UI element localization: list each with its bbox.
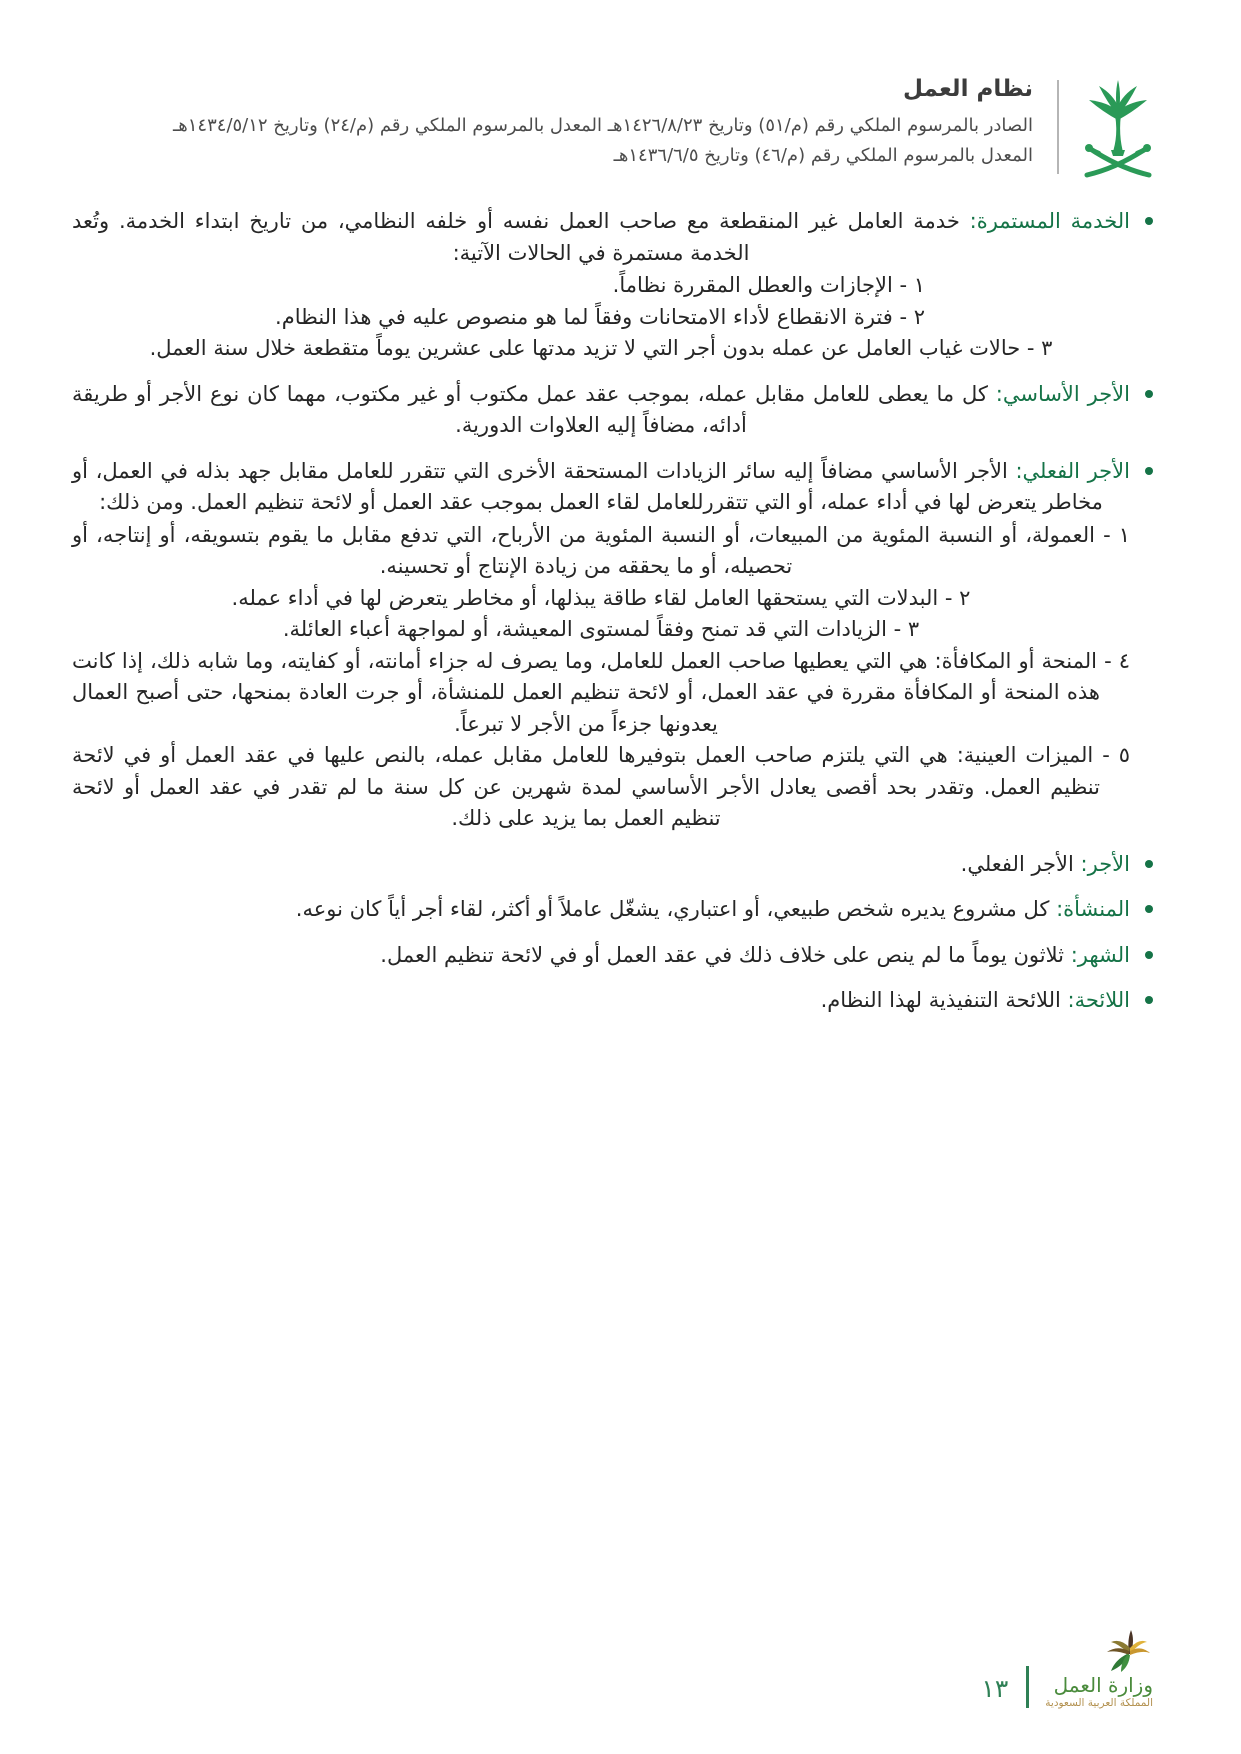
document-subtitle-line1: الصادر بالمرسوم الملكي رقم (م/٥١) وتاريخ ١٤٢٦/٨/٢٣هـ المعدل بالمرسوم الملكي رقم (م/٢٤) وتاريخ ١٤٣٤/٥/١٢هـ [173, 115, 1033, 136]
definition-basic-wage [72, 379, 1153, 442]
bullet-icon [1145, 951, 1153, 959]
definition-paragraph [72, 849, 1130, 881]
footer-block [981, 1628, 1153, 1710]
definition-paragraph [72, 379, 1130, 442]
definition-text: اللائحة التنفيذية لهذا النظام. [820, 988, 1061, 1012]
definition-term: الأجر: [1080, 851, 1130, 876]
definition-text: خدمة العامل غير المنقطعة مع صاحب العمل نفسه أو خلفه النظامي، من تاريخ ابتداء الخدمة. وتُعد الخدمة مستمرة في الحالات الآتية: [72, 209, 960, 265]
list-item: ١ - الإجازات والعطل المقررة نظاماً. [612, 273, 925, 297]
footer-divider-bar [1026, 1666, 1029, 1708]
definition-text: ثلاثون يوماً ما لم ينص على خلاف ذلك في عقد العمل أو في لائحة تنظيم العمل. [380, 942, 1064, 967]
definition-term: الأجر الفعلي: [1015, 458, 1130, 483]
bullet-icon [1145, 860, 1153, 868]
definition-actual-wage [72, 456, 1153, 835]
definition-sublist [72, 520, 1130, 835]
definition-term: الأجر الأساسي: [995, 381, 1130, 406]
header-divider [1057, 80, 1059, 174]
definition-regulations [72, 985, 1153, 1017]
header-text-block [60, 76, 1033, 171]
list-item: ٢ - البدلات التي يستحقها العامل لقاء طاقة يبذلها، أو مخاطر يتعرض لها في أداء عمله. [231, 585, 971, 610]
saudi-emblem-icon [1083, 78, 1153, 182]
list-item: ٢ - فترة الانقطاع لأداء الامتحانات وفقاً لما هو منصوص عليه في هذا النظام. [275, 304, 925, 329]
definition-text: كل مشروع يديره شخص طبيعي، أو اعتباري، يشغّل عاملاً أو أكثر، لقاء أجر أياً كان نوعه. [295, 897, 1050, 921]
definition-text: الأجر الفعلي. [960, 851, 1074, 876]
ministry-palm-icon [1103, 1628, 1151, 1672]
bullet-icon [1145, 390, 1153, 398]
page-footer [0, 1628, 1153, 1728]
ministry-country: المملكة العربية السعودية [1045, 1697, 1153, 1709]
page-number: ١٣ [981, 1674, 1009, 1703]
definition-paragraph [72, 206, 1130, 269]
list-item: ٥ - الميزات العينية: هي التي يلتزم صاحب العمل بتوفيرها للعامل مقابل عمله، بالنص عليها في عقد العمل أو في لائحة تنظيم العمل. وتقدر بحد أقصى يعادل الأجر الأساسي لمدة شهرين عن كل سنة ما لم تقدر في عقد العمل أو لائحة تنظيم العمل بما يزيد على ذلك. [72, 743, 1130, 830]
ministry-name: وزارة العمل [1053, 1673, 1153, 1697]
definition-term: الشهر: [1070, 942, 1130, 967]
document-subtitle-line2: المعدل بالمرسوم الملكي رقم (م/٤٦) وتاريخ ١٤٣٦/٦/٥هـ [613, 145, 1033, 166]
definition-paragraph [72, 456, 1130, 519]
definitions-list [72, 206, 1153, 1031]
definition-paragraph [72, 940, 1130, 972]
definition-text: الأجر الأساسي مضافاً إليه سائر الزيادات المستحقة الأخرى التي تتقرر للعامل مقابل جهد بذله في العمل، أو مخاطر يتعرض لها في أداء عمله، أو التي تتقررللعامل لقاء العمل بموجب عقد العمل أو لائحة تنظيم العمل. ومن ذلك: [72, 458, 1103, 514]
list-item: ١ - العمولة، أو النسبة المئوية من المبيعات، أو النسبة المئوية من الأرباح، التي تدفع مقابل ما يقوم بتسويقه، أو إنتاجه، أو تحصيله، أو ما يحققه من زيادة الإنتاج أو تحسينه. [72, 522, 1130, 578]
bullet-icon [1145, 996, 1153, 1004]
definition-term: المنشأة: [1056, 897, 1130, 921]
definition-wage [72, 849, 1153, 881]
list-item: ٣ - حالات غياب العامل عن عمله بدون أجر التي لا تزيد مدتها على عشرين يوماً متقطعة خلال سنة العمل. [149, 336, 1053, 360]
document-title: نظام العمل [903, 76, 1033, 102]
bullet-icon [1145, 217, 1153, 225]
list-item: ٤ - المنحة أو المكافأة: هي التي يعطيها صاحب العمل للعامل، وما يصرف له جزاء أمانته، أو كفايته، وما شابه ذلك، إذا كانت هذه المنحة أو المكافأة مقررة في عقد العمل، أو لائحة تنظيم العمل للمنشأة، أو جرت العادة بمنحها، حتى أصبح العمال يعدونها جزءاً من الأجر لا تبرعاً. [72, 648, 1130, 736]
definition-sublist [72, 270, 1130, 365]
ministry-logo [1045, 1628, 1153, 1710]
bullet-icon [1145, 467, 1153, 475]
definition-month [72, 940, 1153, 972]
definition-firm [72, 894, 1153, 926]
definition-paragraph [72, 894, 1130, 926]
definition-term: اللائحة: [1067, 988, 1130, 1012]
list-item: ٣ - الزيادات التي قد تمنح وفقاً لمستوى المعيشة، أو لمواجهة أعباء العائلة. [282, 617, 920, 641]
definition-text: كل ما يعطى للعامل مقابل عمله، بموجب عقد عمل مكتوب أو غير مكتوب، مهما كان نوع الأجر أو طريقة أدائه، مضافاً إليه العلاوات الدورية. [72, 381, 988, 437]
definition-term: الخدمة المستمرة: [969, 209, 1130, 233]
definition-paragraph [72, 985, 1130, 1017]
definition-continuous-service [72, 206, 1153, 365]
bullet-icon [1145, 905, 1153, 913]
document-header [60, 76, 1153, 182]
